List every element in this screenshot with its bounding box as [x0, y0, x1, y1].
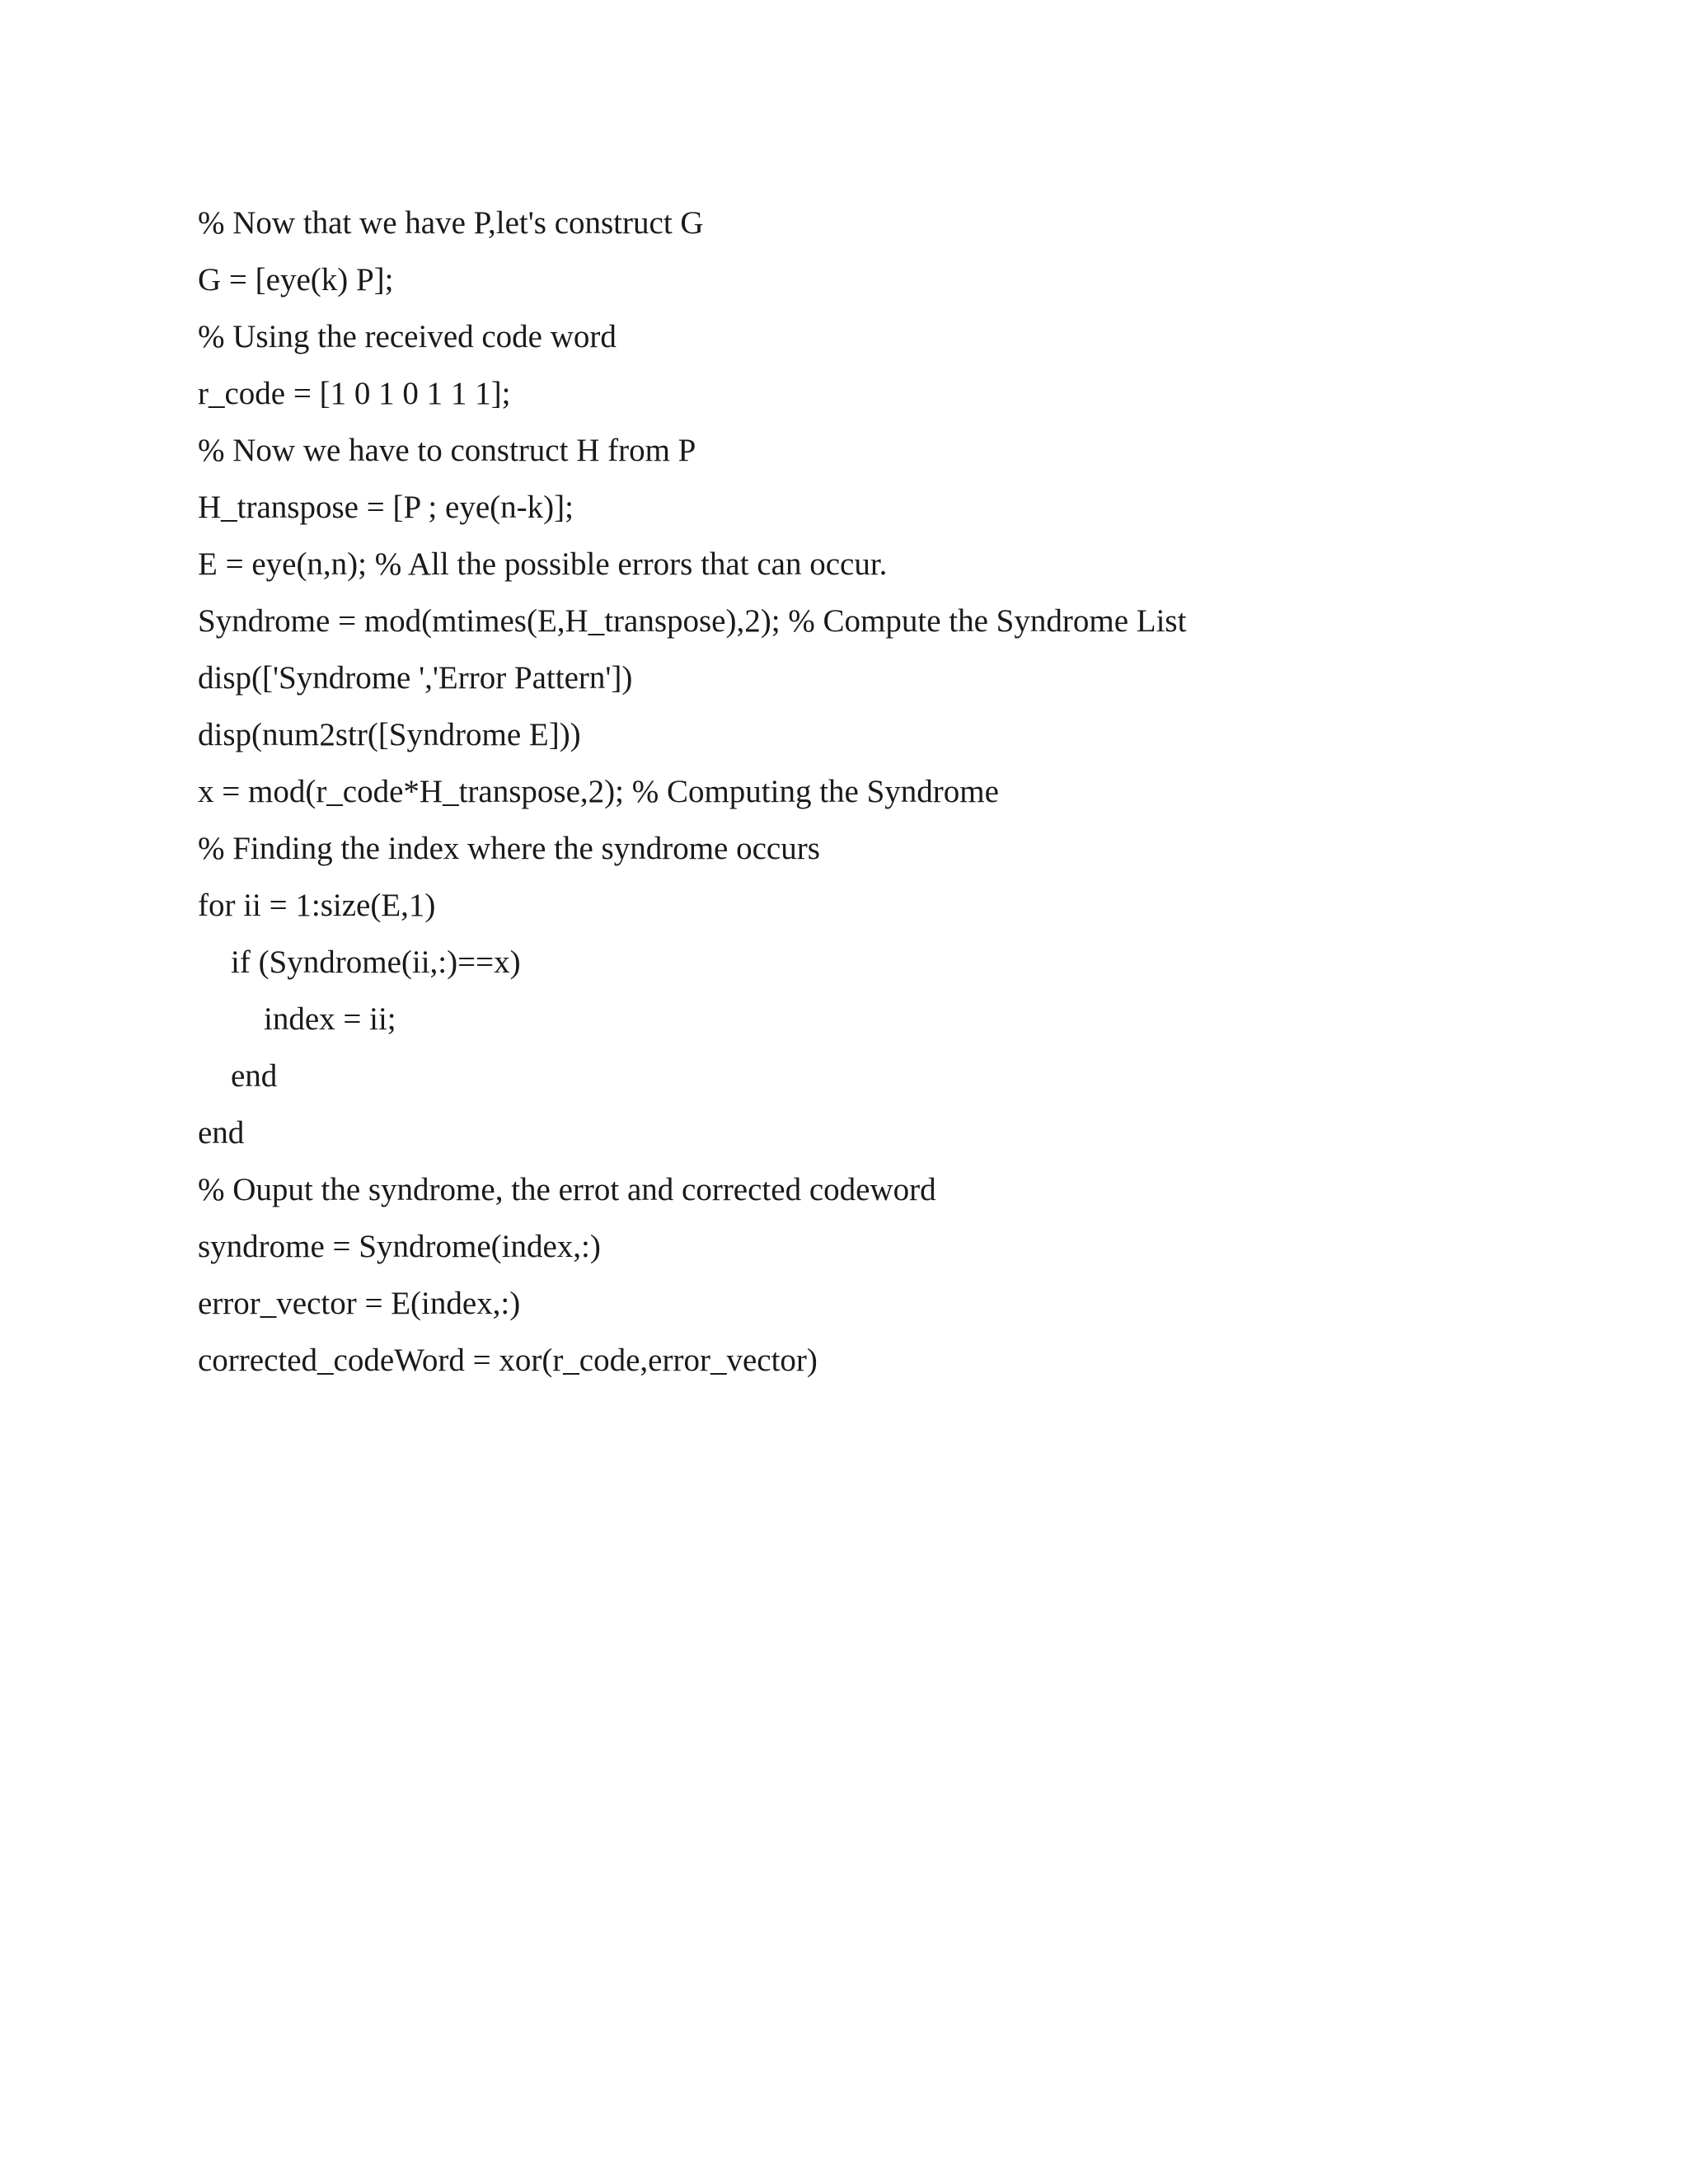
code-line: for ii = 1:size(E,1) [198, 888, 436, 923]
code-line: index = ii; [264, 1001, 396, 1037]
code-line: r_code = [1 0 1 0 1 1 1]; [198, 376, 511, 411]
code-line: error_vector = E(index,:) [198, 1286, 521, 1321]
code-line: E = eye(n,n); % All the possible errors that can occur. [198, 546, 888, 582]
code-line: % Ouput the syndrome, the errot and corrected codeword [198, 1172, 936, 1207]
code-line: Syndrome = mod(mtimes(E,H_transpose),2); % Compute the Syndrome List [198, 603, 1187, 639]
code-line: corrected_codeWord = xor(r_code,error_vector) [198, 1343, 818, 1378]
code-line: x = mod(r_code*H_transpose,2); % Computing the Syndrome [198, 774, 999, 809]
code-line: % Finding the index where the syndrome occurs [198, 831, 820, 866]
code-line: % Now that we have P,let's construct G [198, 205, 704, 241]
code-listing [198, 194, 1599, 1389]
code-line: % Using the received code word [198, 319, 617, 354]
code-line: % Now we have to construct H from P [198, 433, 696, 468]
code-line: G = [eye(k) P]; [198, 262, 394, 298]
code-line: H_transpose = [P ; eye(n-k)]; [198, 490, 574, 525]
code-line: end [198, 1115, 245, 1151]
code-line: disp(['Syndrome ','Error Pattern']) [198, 660, 633, 696]
code-line: syndrome = Syndrome(index,:) [198, 1229, 601, 1264]
code-line: disp(num2str([Syndrome E])) [198, 717, 581, 752]
code-line: if (Syndrome(ii,:)==x) [231, 944, 521, 980]
code-line: end [231, 1058, 278, 1094]
